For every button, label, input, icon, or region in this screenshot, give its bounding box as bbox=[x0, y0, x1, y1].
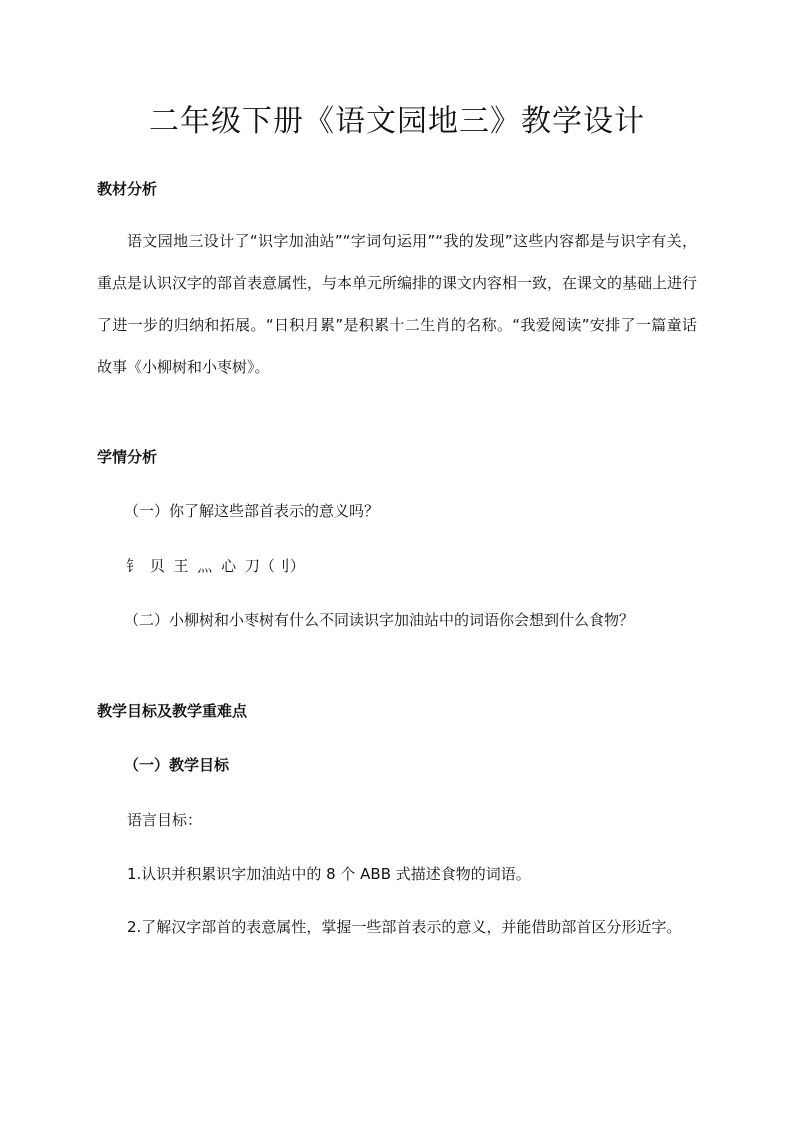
section-heading-goals: 教学目标及教学重难点 bbox=[97, 702, 248, 720]
goal-item-2: 2.了解汉字部首的表意属性，掌握一些部首表示的意义，并能借助部首区分形近字。 bbox=[127, 918, 682, 936]
section-heading-textbook-analysis: 教材分析 bbox=[97, 180, 158, 198]
goal-item-1: 1.认识并积累识字加油站中的 8 个 ABB 式描述食物的词语。 bbox=[127, 865, 531, 883]
student-question-2: （二）小柳树和小枣树有什么不同读识字加油站中的词语你会想到什么食物？ bbox=[124, 611, 635, 629]
student-question-1: （一）你了解这些部首表示的意义吗？ bbox=[124, 502, 380, 520]
language-goal-label: 语言目标： bbox=[127, 811, 203, 829]
radicals-list: 钅 贝 王 灬 心 刀（刂） bbox=[126, 557, 305, 575]
textbook-analysis-paragraph: 语文园地三设计了“识字加油站”“字词句运用”“我的发现”这些内容都是与识字有关，重点是认识汉字的部首表意属性，与本单元所编排的课文内容相一致，在课文的基础上进行了进一步的归纳和拓展。“日积月累”是积累十二生肖的名称。“我爱阅读”安排了一篇童话故事《小柳树和小枣树》。 bbox=[97, 232, 698, 376]
section-heading-student-analysis: 学情分析 bbox=[97, 448, 158, 466]
document-title: 二年级下册《语文园地三》教学设计 bbox=[149, 104, 645, 139]
goals-subheading-1: （一）教学目标 bbox=[124, 756, 230, 774]
